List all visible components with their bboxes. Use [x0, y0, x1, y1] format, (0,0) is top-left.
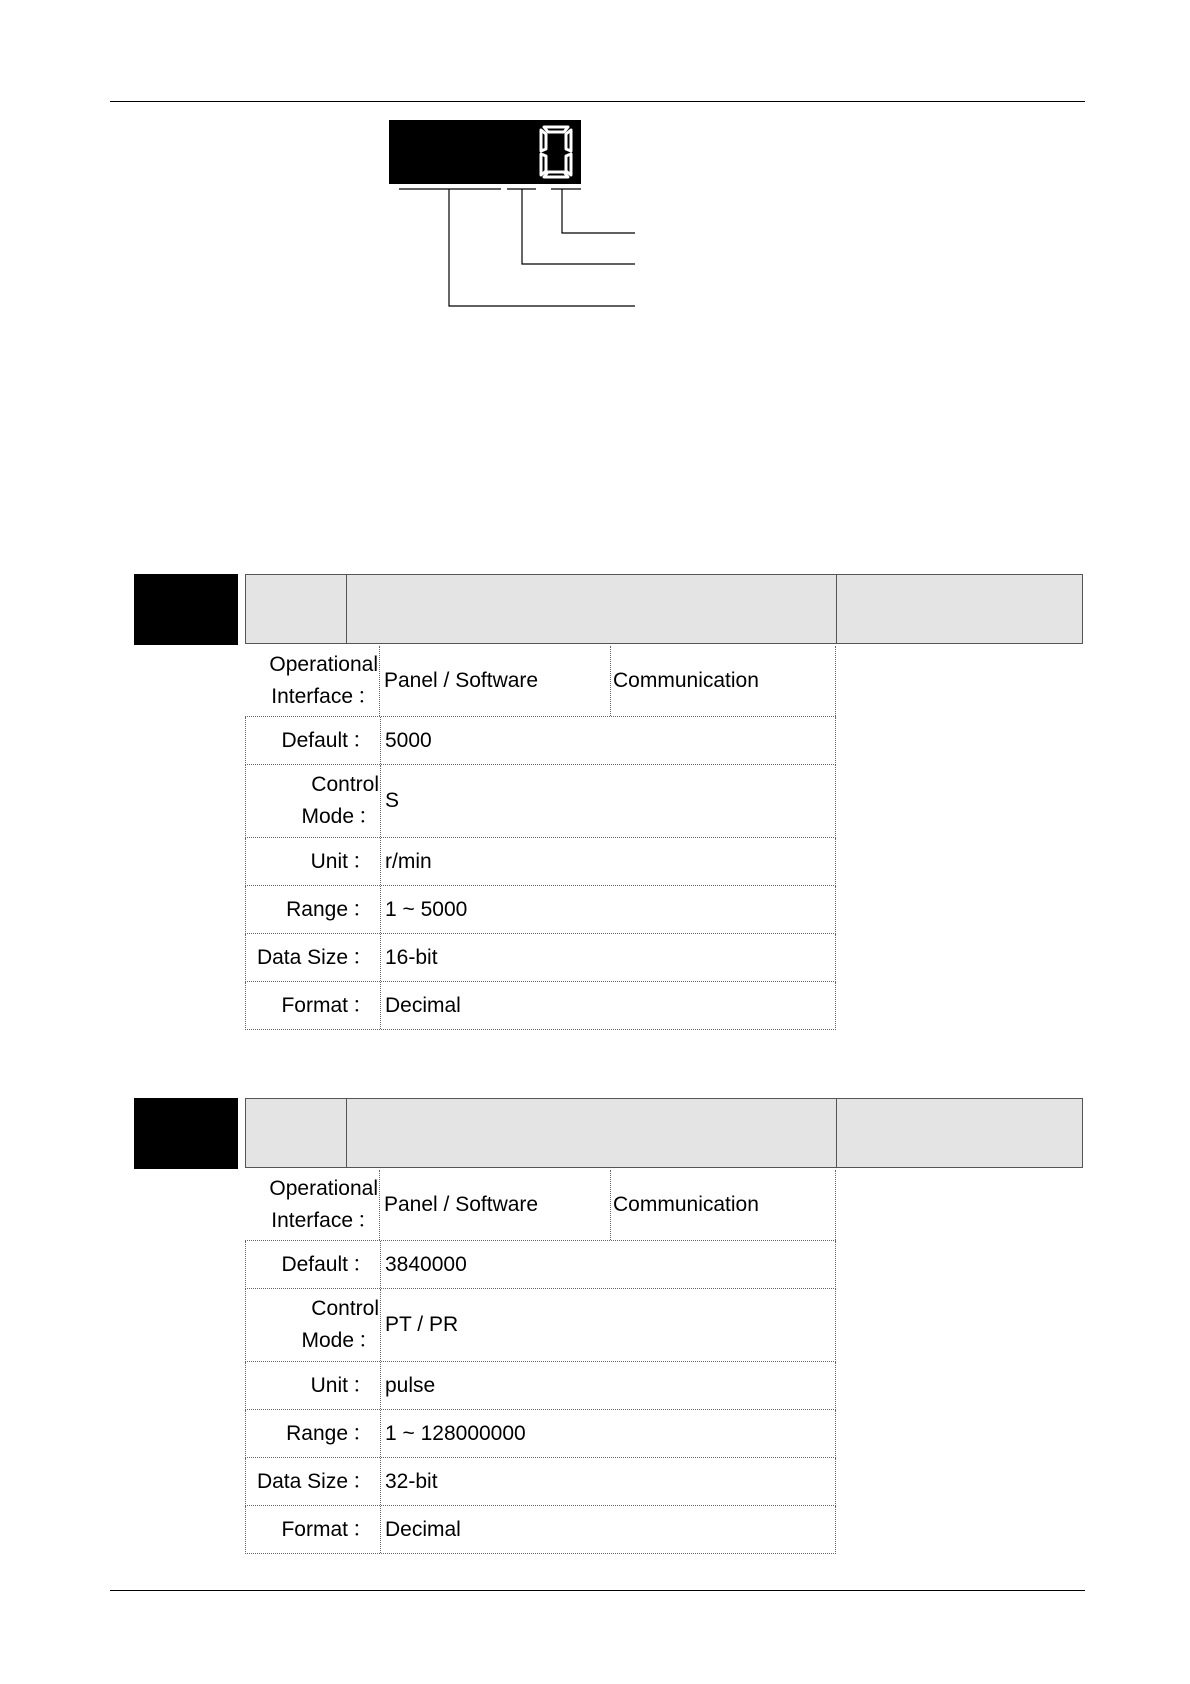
row-range: Range ： 1 ~ 5000 [245, 886, 836, 934]
row-default: Default ： 3840000 [245, 1241, 836, 1289]
row-value: Panel / Software [384, 669, 539, 692]
row-value: Panel / Software [384, 1193, 539, 1216]
row-value-2: Communication [610, 1170, 759, 1240]
row-data-size: Data Size ： 32-bit [245, 1458, 836, 1506]
row-unit: Unit ： pulse [245, 1362, 836, 1410]
parameter-header [245, 574, 1083, 644]
row-value-2: Communication [610, 646, 759, 716]
row-control-mode: Control Mode ： PT / PR [245, 1289, 836, 1362]
row-operational-interface [245, 1170, 836, 1241]
row-label: Operational Interface ： [245, 646, 380, 716]
row-label: Operational Interface ： [245, 1170, 380, 1240]
parameter-code-tag [134, 574, 238, 645]
row-operational-interface [245, 646, 836, 717]
row-data-size: Data Size ： 16-bit [245, 934, 836, 982]
row-range: Range ： 1 ~ 128000000 [245, 1410, 836, 1458]
row-unit: Unit ： r/min [245, 838, 836, 886]
footer-rule [110, 1590, 1085, 1591]
digit-leader-lines [0, 0, 1190, 320]
row-format: Format ： Decimal [245, 1506, 836, 1554]
parameter-header [245, 1098, 1083, 1168]
row-control-mode: Control Mode ： S [245, 765, 836, 838]
row-default: Default ： 5000 [245, 717, 836, 765]
row-format: Format ： Decimal [245, 982, 836, 1030]
parameter-code-tag [134, 1098, 238, 1169]
